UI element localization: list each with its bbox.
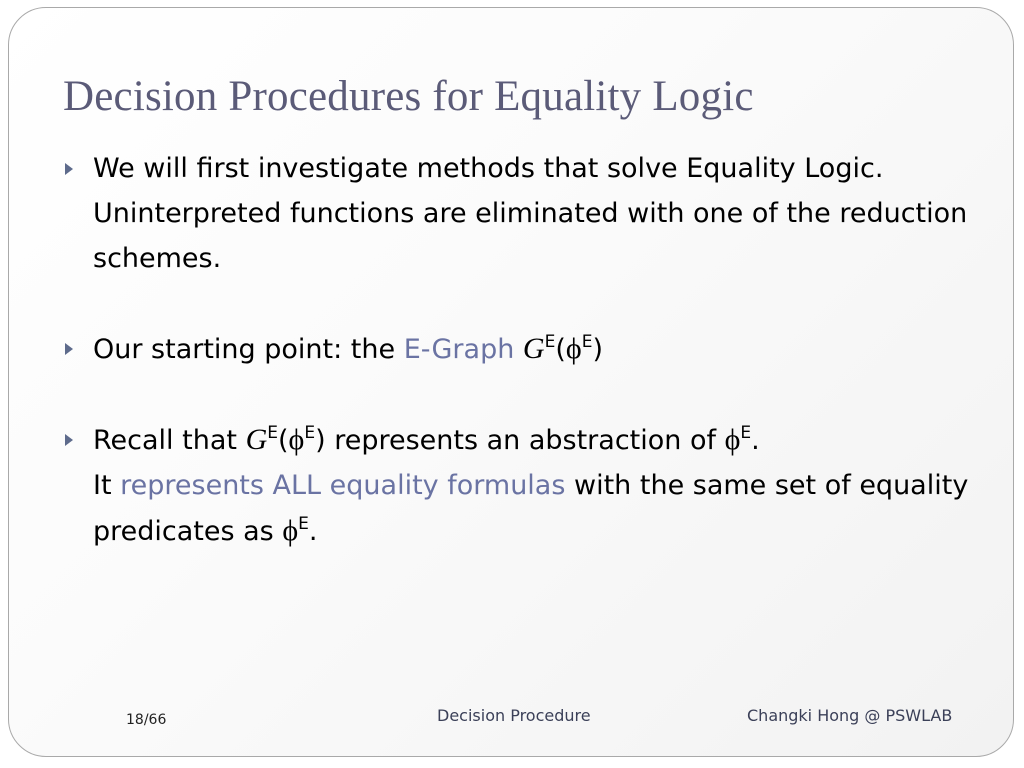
phi-symbol: ϕ <box>288 423 305 456</box>
superscript-e: E <box>740 423 752 443</box>
slide-title: Decision Procedures for Equality Logic <box>63 73 754 120</box>
e-graph-term: E-Graph <box>403 334 515 365</box>
superscript-e: E <box>298 514 309 534</box>
bullet-1-line-2: Uninterpreted functions are eliminated with one of the reduction schemes. <box>93 198 968 274</box>
bullet-list <box>63 146 983 599</box>
bullet-item-1 <box>63 146 983 281</box>
phi-symbol: ϕ <box>282 514 299 547</box>
graph-symbol: G <box>245 423 268 456</box>
superscript-e: E <box>544 332 556 352</box>
phi-symbol: ϕ <box>724 423 741 456</box>
open-paren: ( <box>555 334 566 365</box>
bullet-1-line-1: We will first investigate methods that solve Equality Logic. <box>93 153 884 184</box>
period: . <box>751 425 760 456</box>
bullet-item-2 <box>63 326 983 372</box>
triangle-bullet-icon <box>65 343 73 355</box>
period: . <box>308 516 318 547</box>
footer-author: Changki Hong @ PSWLAB <box>747 706 953 725</box>
footer-course: Decision Procedure <box>437 706 591 725</box>
bullet-2-text: Our starting point: the <box>93 334 404 365</box>
open-paren: ( <box>277 425 289 456</box>
bullet-3-pre: Recall that <box>93 425 246 456</box>
superscript-e: E <box>304 423 316 443</box>
bullet-3-line-2-pre: It <box>93 470 121 501</box>
close-paren: ) <box>592 334 603 365</box>
bullet-item-3 <box>63 417 983 554</box>
graph-symbol: G <box>522 332 545 365</box>
triangle-bullet-icon <box>65 163 73 175</box>
bullet-3-mid: ) represents an abstraction of <box>315 425 725 456</box>
bullet-3-line-2-mid: with the same set of equality predicates as <box>93 470 969 547</box>
phi-symbol: ϕ <box>565 332 582 365</box>
page-number: 18/66 <box>126 712 167 728</box>
slide-frame <box>8 7 1014 757</box>
triangle-bullet-icon <box>65 434 73 446</box>
highlight-phrase: represents ALL equality formulas <box>120 470 566 501</box>
superscript-e: E <box>581 332 593 352</box>
superscript-e: E <box>267 423 278 443</box>
